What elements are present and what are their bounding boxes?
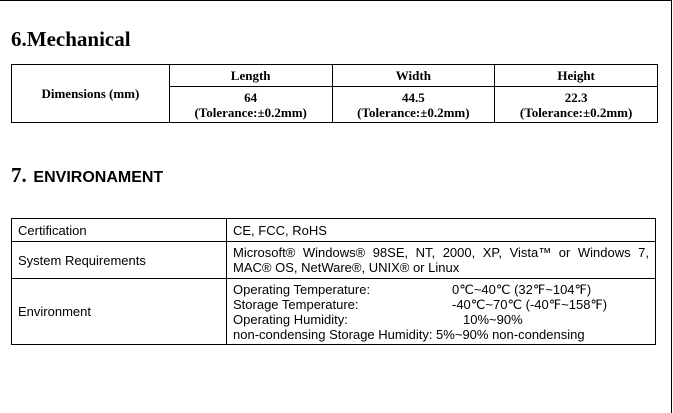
length-value: 64 bbox=[244, 89, 258, 105]
storage-temperature-label: Storage Temperature: bbox=[233, 296, 359, 312]
operating-temperature-value: 0℃~40℃ (32℉~104℉) bbox=[452, 281, 592, 297]
system-requirements-label: System Requirements bbox=[12, 242, 227, 279]
certification-value: CE, FCC, RoHS bbox=[227, 219, 656, 242]
length-tolerance: (Tolerance:±0.2mm) bbox=[194, 104, 307, 120]
width-value: 44.5 bbox=[402, 89, 425, 105]
dimensions-label: Dimensions (mm) bbox=[12, 65, 170, 123]
height-value: 22.3 bbox=[564, 89, 588, 105]
environment-details bbox=[227, 279, 656, 345]
width-cell bbox=[332, 87, 495, 123]
storage-temperature-line bbox=[233, 297, 649, 312]
operating-temperature-label: Operating Temperature: bbox=[233, 281, 371, 297]
length-cell bbox=[169, 87, 332, 123]
length-header: Length bbox=[169, 65, 332, 87]
operating-temperature-line bbox=[233, 282, 649, 297]
width-tolerance: (Tolerance:±0.2mm) bbox=[357, 104, 470, 120]
height-cell bbox=[495, 87, 658, 123]
width-header: Width bbox=[332, 65, 495, 87]
environment-label: Environment bbox=[12, 279, 227, 345]
environment-heading-number: 7. bbox=[11, 163, 27, 187]
system-requirements-row bbox=[12, 242, 656, 279]
certification-row bbox=[12, 219, 656, 242]
system-requirements-value: Microsoft® Windows® 98SE, NT, 2000, XP, Vista™ or Windows 7, MAC® OS, NetWare®, UNIX® or Linux bbox=[227, 242, 656, 279]
certification-label: Certification bbox=[12, 219, 227, 242]
storage-temperature-value: -40℃~70℃ (-40℉~158℉) bbox=[452, 296, 608, 312]
storage-humidity-line: non-condensing Storage Humidity: 5%~90% non-condensing bbox=[233, 326, 585, 342]
height-tolerance: (Tolerance:±0.2mm) bbox=[519, 104, 633, 120]
environment-table bbox=[11, 218, 656, 345]
mechanical-table bbox=[11, 64, 658, 123]
environment-heading bbox=[11, 163, 163, 190]
height-header: Height bbox=[495, 65, 658, 87]
operating-humidity-value: 10%~90% bbox=[463, 311, 523, 327]
operating-humidity-label: Operating Humidity: bbox=[233, 311, 348, 327]
environment-row bbox=[12, 279, 656, 345]
mechanical-header-row bbox=[12, 65, 658, 87]
mechanical-heading: 6.Mechanical bbox=[11, 27, 131, 51]
operating-humidity-line bbox=[233, 312, 649, 327]
environment-heading-title: ENVIRONAMENT bbox=[33, 169, 164, 186]
